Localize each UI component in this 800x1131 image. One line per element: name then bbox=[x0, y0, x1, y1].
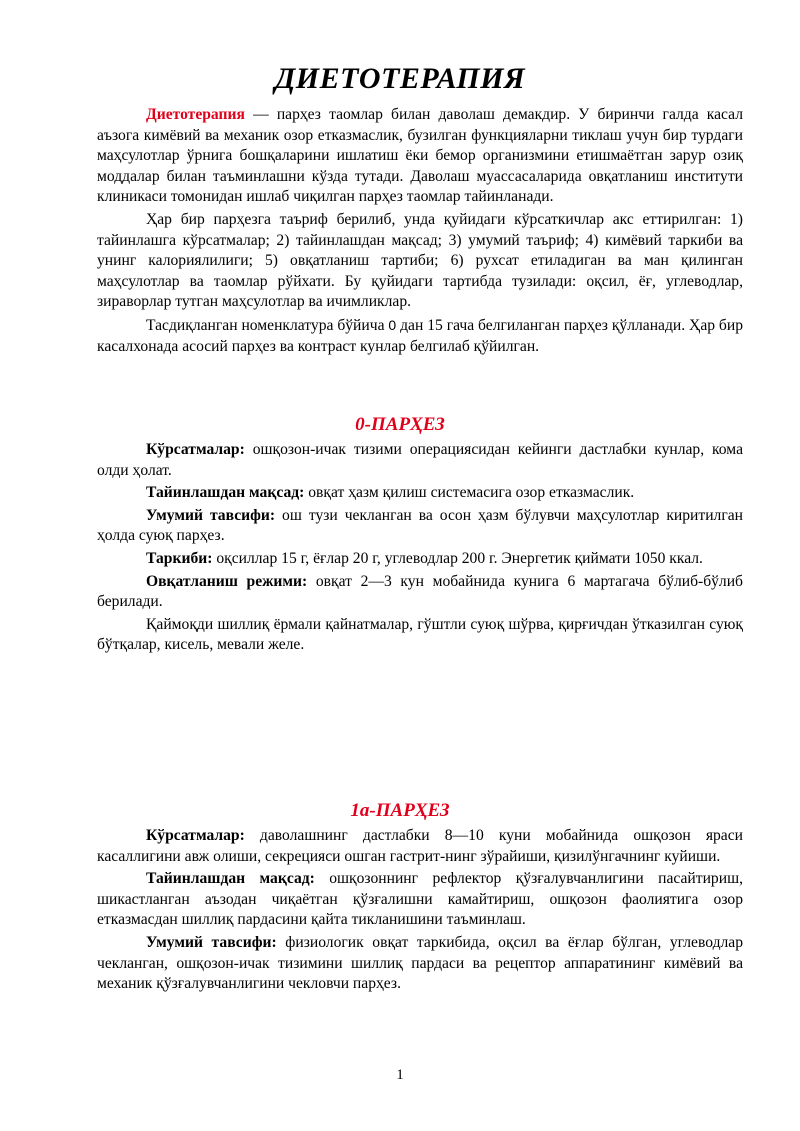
section-1a bbox=[97, 826, 743, 997]
page-number: 1 bbox=[396, 1067, 404, 1083]
section-heading-0: 0-ПАРҲЕЗ bbox=[355, 414, 445, 435]
s0-composition-text: оқсиллар 15 г, ёғлар 20 г, углеводлар 200 г. Энергетик қиймати 1050 ккал. bbox=[212, 549, 703, 567]
s0-regime-text: овқат 2—3 кун мобайнида кунига 6 мартагача бўлиб-бўлиб берилади. bbox=[97, 572, 743, 611]
intro-paragraph-2: Ҳар бир парҳезга таъриф берилиб, унда қуйидаги кўрсаткичлар акс еттирилган: 1) тайинлашга кўрсатмалар; 2) тайинлашдан мақсад; 3) умумий таъриф; 4) кимёвий таркиби ва унинг калориялилиги; 5) овқатланиш тартиби; 6) рухсат етиладиган ва ман қилинган маҳсулотлар ва таомлар рўйхати. Бу қуйидаги тартибда тузилади: оқсил, ёғ, углеводлар, зираворлар тутган маҳсулотлар ва ичимликлар. bbox=[97, 210, 743, 311]
s1a-goal bbox=[97, 869, 743, 931]
s0-indications-text: ошқозон-ичак тизими операциясидан кейинги дастлабки кунлар, кома олди ҳолат. bbox=[97, 441, 743, 479]
s0-general bbox=[97, 506, 743, 547]
intro-paragraph-3-number: 0 bbox=[388, 316, 397, 333]
s0-indications-label: Кўрсатмалар: bbox=[146, 441, 245, 458]
s0-regime-label: Овқатланиш режими: bbox=[146, 572, 308, 590]
intro-section bbox=[97, 105, 743, 359]
section-heading-1a: 1а-ПАРҲЕЗ bbox=[350, 800, 450, 821]
s0-regime bbox=[97, 572, 743, 613]
s1a-goal-text: ошқозоннинг рефлектор қўзғалувчанлигини пасайтириш, шикастланган аъзодан чиқаётган қўзғалишни камайтириш, ошқозон фаолиятига озор етказмасдан шиллиқ пардасини қайта тикланишини таъминлаш. bbox=[97, 870, 743, 929]
s1a-goal-label: Тайинлашдан мақсад: bbox=[146, 870, 315, 888]
s0-goal-text: овқат ҳазм қилиш системасига озор етказмаслик. bbox=[304, 484, 635, 502]
intro-paragraph-3-text-a: Тасдиқланган номенклатура бўйича bbox=[146, 316, 389, 334]
s0-composition bbox=[97, 549, 743, 570]
section-0 bbox=[97, 440, 743, 658]
s1a-general-text: физиологик овқат таркибида, оқсил ва ёғлар бўлган, углеводлар чекланган, ошқозон-ичак тизимини шиллиқ пардаси ва рецептор аппаратининг кимёвий ва механик қўзғалувчанлигини чекловчи парҳез. bbox=[97, 933, 744, 993]
intro-paragraph-1-text: — парҳез таомлар билан даволаш демакдир. У биринчи галда касал аъзога кимёвий ва механик озор етказмаслик, бузилган функцияларни тиклаш учун бир турдаги маҳсулотлар ўрнига бошқаларини ишлатиш ёки бемор организмини етишмаётган зарур озиқ моддалар билан таъминлашни кўзда тутади. Даволаш муассасаларида овқатланиш институти клиникаси томонидан ишлаб чиқилган парҳез таомлар тайинланади. bbox=[97, 106, 743, 206]
term-diet-therapy: Диетотерапия bbox=[146, 106, 245, 123]
s1a-indications-text: даволашнинг дастлабки 8—10 куни мобайнида ошқозон яраси касаллигини авж олиши, секрецияси ошган гастрит-нинг зўрайиши, қизилўнгачнинг куйиши. bbox=[97, 827, 743, 865]
s1a-general bbox=[97, 933, 743, 995]
s0-goal-label: Тайинлашдан мақсад: bbox=[146, 484, 305, 502]
s0-general-label: Умумий тавсифи: bbox=[146, 506, 276, 524]
s0-general-text: ош тузи чекланган ва осон ҳазм бўлувчи маҳсулотлар киритилган ҳолда суюқ парҳез. bbox=[97, 506, 743, 545]
s0-foods: Қаймоқди шиллиқ ёрмали қайнатмалар, гўштли суюқ шўрва, қирғичдан ўтказилган суюқ бўтқалар, кисель, мевали желе. bbox=[97, 615, 743, 654]
s1a-general-label: Умумий тавсифи: bbox=[146, 933, 277, 951]
intro-paragraph-3-text-b: дан 15 гача белгиланган парҳез қўлланади. Ҳар бир касалхонада асосий парҳез ва контраст кунлар белгилаб қўйилган. bbox=[97, 316, 744, 355]
s0-composition-label: Таркиби: bbox=[146, 549, 213, 567]
intro-paragraph-3 bbox=[97, 315, 743, 357]
intro-paragraph-1 bbox=[97, 105, 743, 208]
page-title: ДИЕТОТЕРАПИЯ bbox=[274, 62, 526, 95]
s0-indications bbox=[97, 440, 743, 481]
s0-goal bbox=[97, 483, 743, 504]
s1a-indications bbox=[97, 826, 743, 867]
s1a-indications-label: Кўрсатмалар: bbox=[146, 827, 245, 844]
